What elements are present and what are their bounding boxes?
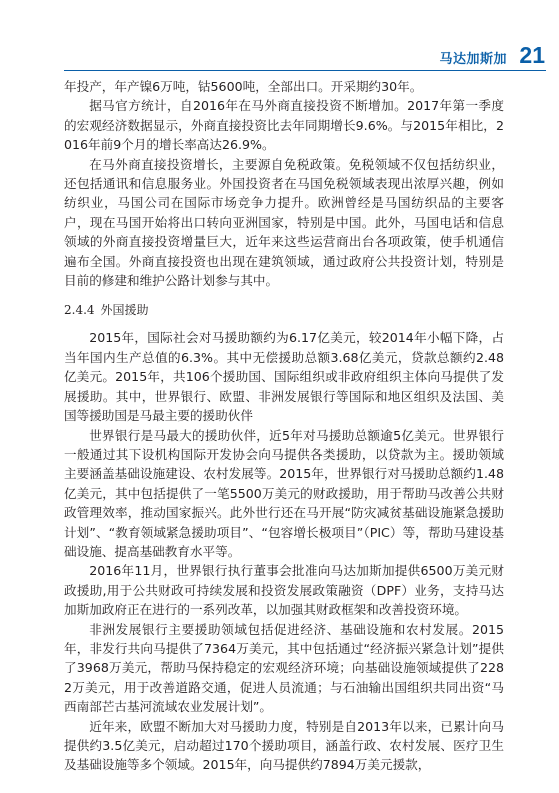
section-heading [64, 302, 504, 318]
running-title: 马达加斯加 [439, 52, 507, 67]
paragraph: 据马官方统计，自2016年在马外商直接投资不断增加。2017年第一季度的宏观经济数据显示，外商直接投资比去年同期增长9.6%。与2015年相比，2016年前9个月的增长率高达26.9%。 [64, 98, 504, 153]
paragraph: 世界银行是马最大的援助伙伴，近5年对马援助总额逾5亿美元。世界银行一般通过其下设机构国际开发协会向马提供各类援助，以贷款为主。援助领域主要涵盖基础设施建设、农村发展等。2015年，世界银行对马援助总额约1.48亿美元，其中包括提供了一笔5500万美元的财政援助，用于帮助马改善公共财政管理效率，推动国家振兴。此外世行还在马开展“防灾减贫基础设施紧急援助计划”、“教育领域紧急援助项目”、“包容增长极项目”（PIC）等，帮助马建设基础设施、提高基础教育水平等。 [64, 427, 504, 559]
page-number: 21 [519, 42, 545, 68]
paragraph: 2016年11月，世界银行执行董事会批准向马达加斯加提供6500万美元财政援助,用于公共财政可持续发展和投资发展政策融资（DPF）业务，支持马达加斯加政府正在进行的一系列改革，以加强其财政框架和改善投资环境。 [64, 563, 504, 618]
page-header [0, 44, 559, 74]
section-number: 2.4.4 [64, 303, 95, 318]
header-rule [64, 70, 546, 71]
paragraph: 在马外商直接投资增长，主要源自免税政策。免税领域不仅包括纺织业，还包括通讯和信息服务业。外国投资者在马国免税领域表现出浓厚兴趣，例如纺织业，马国公司在国际市场竞争力提升。欧洲曾经是马国纺织品的主要客户，现在马国开始将出口转向亚洲国家，特别是中国。此外，马国电话和信息领域的外商直接投资增量巨大，近年来这些运营商出台各项政策，使手机通信遍布全国。外商直接投资也出现在建筑领域，通过政府公共投资计划，特别是目前的修建和维护公路计划参与其中。 [64, 156, 504, 289]
section-title: 外国援助 [100, 303, 149, 318]
paragraph: 非洲发展银行主要援助领域包括促进经济、基础设施和农村发展。2015年，非发行共向马提供了7364万美元，其中包括通过“经济振兴紧急计划”提供了3968万美元，帮助马保持稳定的宏观经济环境；向基础设施领域提供了2282万美元，用于改善道路交通，促进人员流通；与石油输出国组织共同出资“马西南部芒古基河流域农业发展计划”。 [64, 621, 504, 715]
paragraph: 年投产，年产镍6万吨，钴5600吨，全部出口。开采期约30年。 [64, 79, 423, 94]
page-body [64, 77, 504, 775]
paragraph: 近年来，欧盟不断加大对马援助力度，特别是自2013年以来，已累计向马提供约3.5亿美元，启动超过170个援助项目，涵盖行政、农村发展、医疗卫生及基础设施等多个领域。2015年，向马提供约7894万美元援款， [64, 718, 504, 773]
paragraph: 2015年，国际社会对马援助额约为6.17亿美元，较2014年小幅下降，占当年国内生产总值的6.3%。其中无偿援助总额3.68亿美元，贷款总额约2.48亿美元。2015年，共106个援助国、国际组织或非政府组织主体向马提供了发展援助。其中，世界银行、欧盟、非洲发展银行等国际和地区组织及法国、美国等援助国是马最主要的援助伙伴 [64, 330, 504, 424]
